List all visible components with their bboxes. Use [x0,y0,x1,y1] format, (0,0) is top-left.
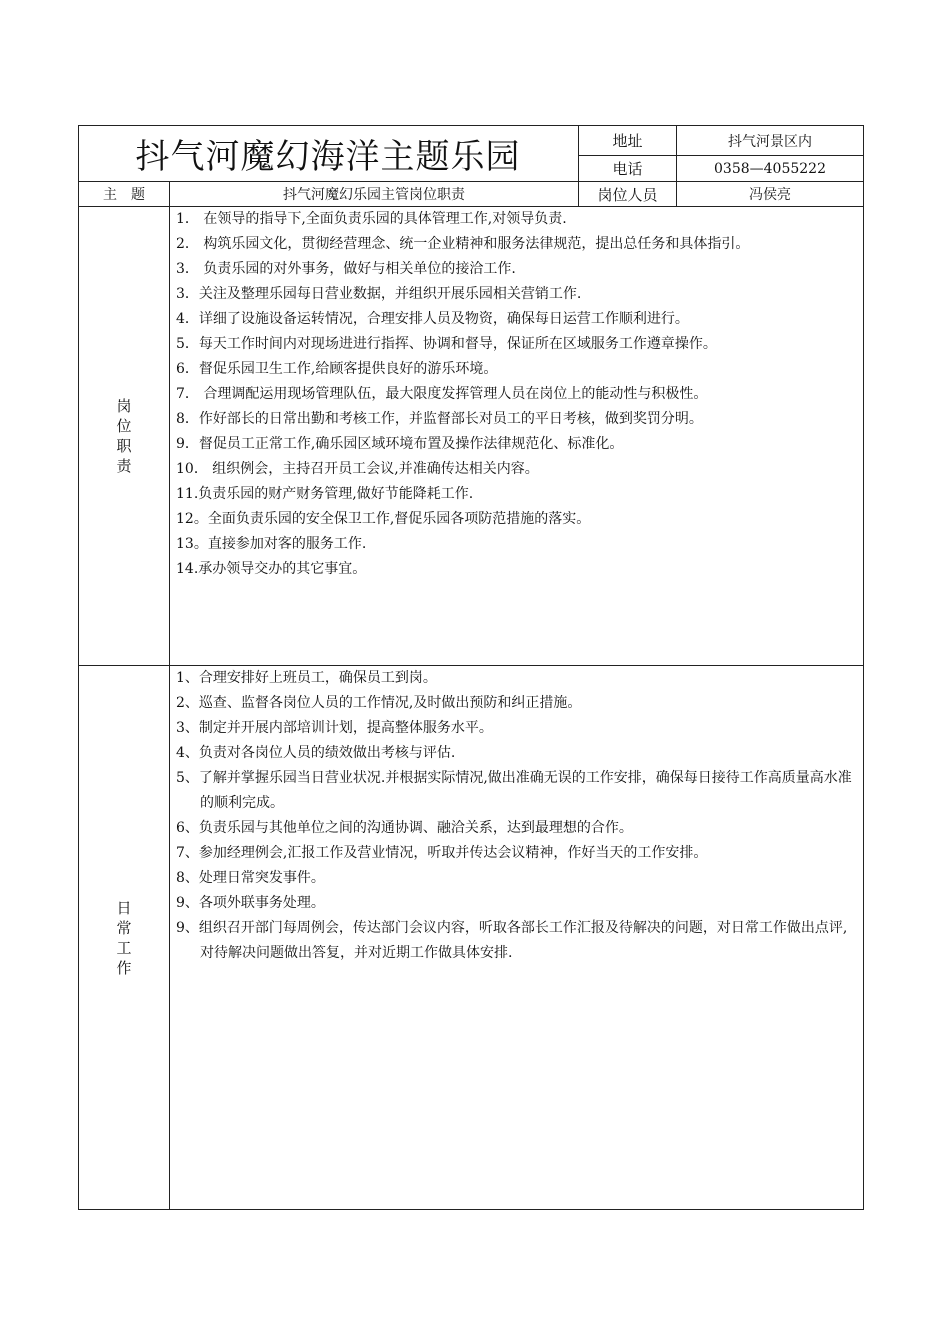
daily-list [176,666,858,966]
list-item: 7． 合理调配运用现场管理队伍，最大限度发挥管理人员在岗位上的能动性与积极性。 [176,386,708,402]
address-value: 抖气河景区内 [728,133,812,150]
list-item: 4、负责对各岗位人员的绩效做出考核与评估. [176,745,456,761]
subject-label: 主 题 [103,187,145,203]
staff-label: 岗位人员 [597,185,658,204]
page-title: 抖气河魔幻海洋主题乐园 [135,136,521,177]
list-item: 11.负责乐园的财产财务管理,做好节能降耗工作. [176,486,474,502]
duties-label-char: 位 [116,417,132,435]
list-item: 10． 组织例会，主持召开员工会议,并准确传达相关内容。 [176,461,539,477]
duties-label-char: 职 [116,437,132,455]
table-border-right [863,125,864,1210]
list-item: 6、负责乐园与其他单位之间的沟通协调、融洽关系，达到最理想的合作。 [176,820,633,836]
list-item: 9．督促员工正常工作,确乐园区域环境布置及操作法律规范化、标准化。 [176,436,624,452]
list-item: 3． 负责乐园的对外事务，做好与相关单位的接洽工作. [176,261,516,277]
list-item: 9、组织召开部门每周例会，传达部门会议内容，听取各部长工作汇报及待解决的问题，对日常工作做出点评,对待解决问题做出答复，并对近期工作做具体安排. [176,920,848,961]
list-item: 1． 在领导的指导下,全面负责乐园的具体管理工作,对领导负责. [176,211,567,227]
duties-section-label [79,207,169,665]
list-item: 7、参加经理例会,汇报工作及营业情况，听取并传达会议精神，作好当天的工作安排。 [176,845,708,861]
list-item: 1、合理安排好上班员工，确保员工到岗。 [176,670,437,686]
list-item: 9、各项外联事务处理。 [176,895,325,911]
address-label: 地址 [612,132,643,150]
phone-label: 电话 [612,160,643,178]
list-item: 6．督促乐园卫生工作,给顾客提供良好的游乐环境。 [176,361,498,377]
list-item: 3、制定并开展内部培训计划，提高整体服务水平。 [176,720,493,736]
list-item: 8．作好部长的日常出勤和考核工作，并监督部长对员工的平日考核，做到奖罚分明。 [176,411,703,427]
list-item: 5、了解并掌握乐园当日营业状况.并根据实际情况,做出准确无误的工作安排，确保每日接待工作高质量高水准的顺利完成。 [176,770,852,811]
col-divider-label [169,181,170,1210]
list-item: 13。直接参加对客的服务工作. [176,536,367,552]
phone-value: 0358—4055222 [714,160,826,177]
daily-label-char: 日 [116,898,132,917]
list-item: 3．关注及整理乐园每日营业数据，并组织开展乐园相关营销工作. [176,286,582,302]
duties-label-char: 责 [116,457,132,475]
daily-label-char: 常 [116,918,132,937]
list-item: 2． 构筑乐园文化，贯彻经营理念、统一企业精神和服务法律规范，提出总任务和具体指引。 [176,236,750,252]
daily-section-label [79,666,169,1209]
list-item: 12。全面负责乐园的安全保卫工作,督促乐园各项防范措施的落实。 [176,511,591,527]
list-item: 14.承办领导交办的其它事宜。 [176,561,367,577]
daily-label-char: 工 [116,938,132,957]
daily-label-char: 作 [116,958,132,977]
list-item: 5．每天工作时间内对现场进进行指挥、协调和督导，保证所在区域服务工作遵章操作。 [176,336,717,352]
staff-value: 冯侯亮 [749,187,791,203]
subject-value: 抖气河魔幻乐园主管岗位职责 [283,187,465,203]
list-item: 8、处理日常突发事件。 [176,870,325,886]
duties-list [176,207,856,582]
list-item: 4．详细了设施设备运转情况，合理安排人员及物资，确保每日运营工作顺利进行。 [176,311,689,327]
list-item: 2、巡查、监督各岗位人员的工作情况,及时做出预防和纠正措施。 [176,695,582,711]
duties-label-char: 岗 [116,397,132,415]
table-border-bottom [78,1209,864,1210]
